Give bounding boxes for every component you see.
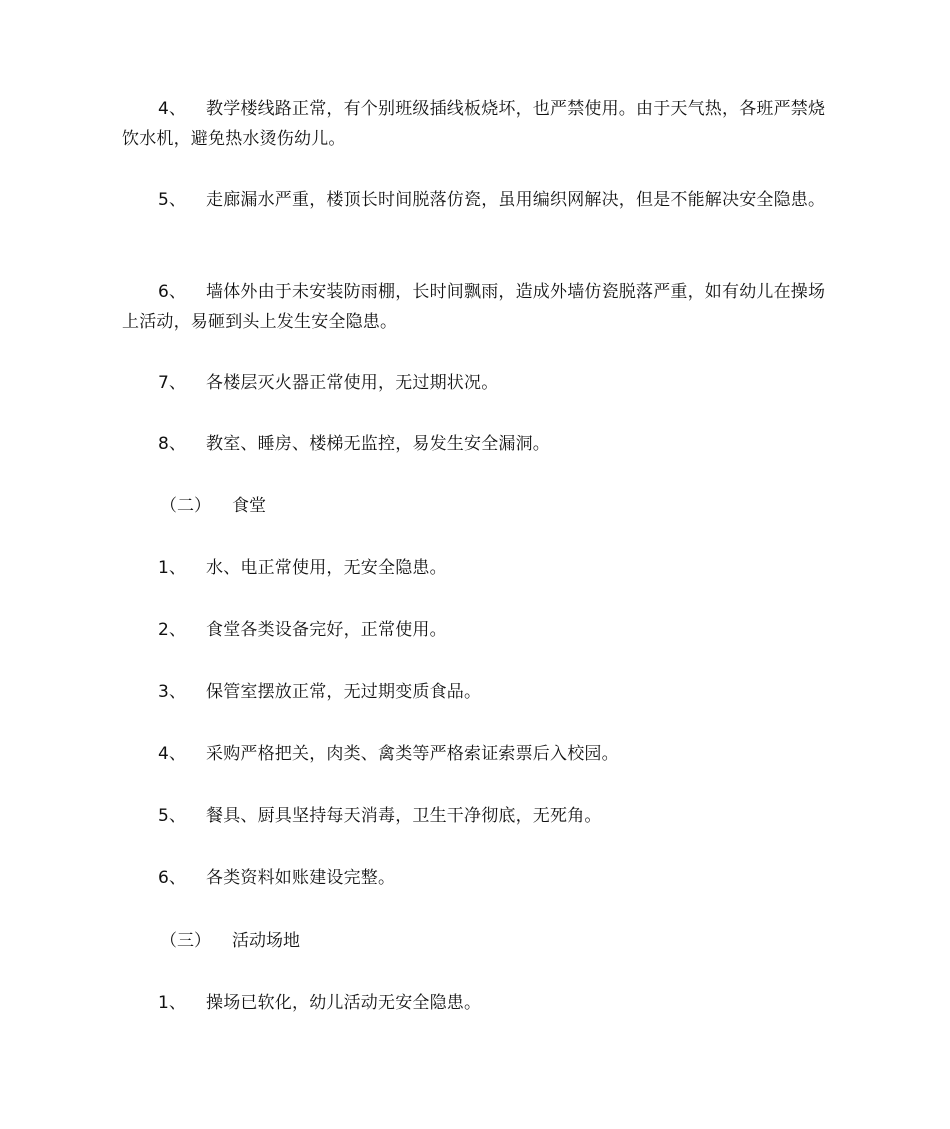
item-text: 操场已软化，幼儿活动无安全隐患。 <box>206 993 482 1013</box>
item-text: 保管室摆放正常，无过期变质食品。 <box>206 682 482 702</box>
section-heading <box>160 491 266 521</box>
item-number: 6、 <box>158 868 187 888</box>
list-item <box>122 739 834 769</box>
item-text: 墙体外由于未安装防雨棚，长时间飘雨，造成外墙仿瓷脱落严重，如有幼儿在操场上活动，易砸到头上发生安全隐患。 <box>122 282 826 332</box>
item-text: 走廊漏水严重，楼顶长时间脱落仿瓷，虽用编织网解决，但是不能解决安全隐患。 <box>206 190 826 210</box>
item-text: 教室、睡房、楼梯无监控，易发生安全漏洞。 <box>206 434 550 454</box>
list-item <box>122 277 834 337</box>
item-number: 1、 <box>158 558 187 578</box>
list-item <box>122 801 834 831</box>
item-number: 8、 <box>158 434 187 454</box>
list-item <box>122 677 834 707</box>
section-title: 食堂 <box>232 496 266 516</box>
item-text: 食堂各类设备完好，正常使用。 <box>206 620 447 640</box>
list-item <box>122 615 834 645</box>
list-item <box>122 429 834 459</box>
item-number: 5、 <box>158 806 187 826</box>
list-item <box>122 94 834 154</box>
list-item <box>122 863 834 893</box>
item-text: 采购严格把关，肉类、禽类等严格索证索票后入校园。 <box>206 744 619 764</box>
section-number: （三） <box>160 931 211 951</box>
section-title: 活动场地 <box>232 931 300 951</box>
item-text: 餐具、厨具坚持每天消毒，卫生干净彻底，无死角。 <box>206 806 602 826</box>
item-number: 6、 <box>158 282 187 302</box>
item-number: 3、 <box>158 682 187 702</box>
list-item <box>122 368 834 398</box>
item-number: 4、 <box>158 99 187 119</box>
list-item <box>122 988 834 1018</box>
list-item <box>122 553 834 583</box>
item-number: 1、 <box>158 993 187 1013</box>
item-number: 2、 <box>158 620 187 640</box>
section-heading <box>160 926 300 956</box>
item-number: 4、 <box>158 744 187 764</box>
item-text: 各楼层灭火器正常使用，无过期状况。 <box>206 373 499 393</box>
item-text: 教学楼线路正常，有个别班级插线板烧坏，也严禁使用。由于天气热，各班严禁烧饮水机，避免热水烫伤幼儿。 <box>122 99 826 149</box>
item-number: 7、 <box>158 373 187 393</box>
item-text: 水、电正常使用，无安全隐患。 <box>206 558 447 578</box>
section-number: （二） <box>160 496 211 516</box>
item-text: 各类资料如账建设完整。 <box>206 868 396 888</box>
item-number: 5、 <box>158 190 187 210</box>
list-item <box>122 185 834 215</box>
